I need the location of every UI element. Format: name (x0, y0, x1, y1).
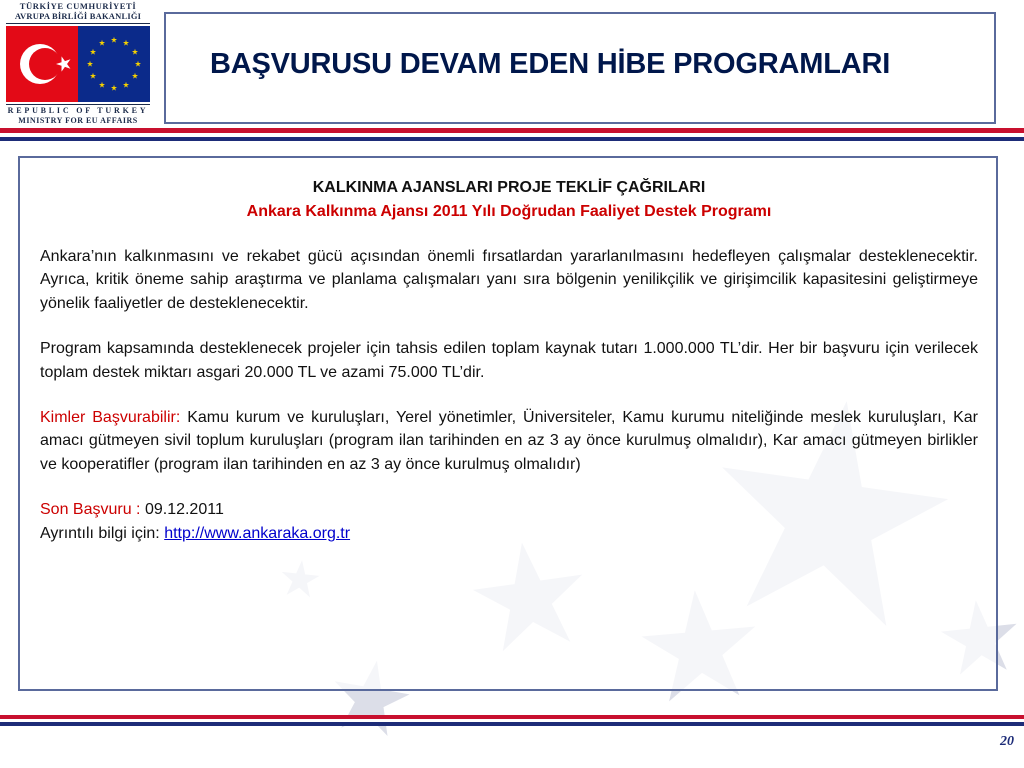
deadline-label: Son Başvuru : (40, 500, 141, 518)
eligibility-text: Kamu kurum ve kuruluşları, Yerel yönetimler, Üniversiteler, Kamu kurumu niteliğinde meslek kuruluşları, Kar amacı gütmeyen sivil toplum kuruluşları (program ilan tarihinden en az 3 ay önce kurulmuş olmalıdır), Kar amacı gütmeyen birlikler ve kooperatifler (program ilan tarihinden en az 3 ay önce kurulmuş olmalıdır) (40, 408, 979, 474)
logo-top-text (6, 1, 150, 21)
title-box (164, 12, 996, 124)
program-subheading: Ankara Kalkınma Ajansı 2011 Yılı Doğrudan Faaliyet Destek Programı (246, 202, 772, 220)
info-label: Ayrıntılı bilgi için: (40, 524, 165, 542)
info-line (40, 522, 978, 546)
deadline-line (40, 498, 978, 522)
logo-top-line1: TÜRKİYE CUMHURİYETİ (19, 1, 137, 11)
logo-bottom-line2: MINISTRY FOR EU AFFAIRS (18, 115, 138, 125)
logo-top-line2: AVRUPA BİRLİĞİ BAKANLIĞI (14, 11, 142, 21)
logo-bottom-text (6, 106, 150, 125)
eligibility-paragraph (40, 406, 978, 477)
eligibility-label: Kimler Başvurabilir: (40, 408, 181, 426)
deadline-value: 09.12.2011 (140, 500, 224, 518)
description-paragraph: Ankara’nın kalkınmasını ve rekabet gücü açısından önemli fırsatlardan yararlanılmasını hedefleyen çalışmalar desteklenecektir. Ayrıca, kritik öneme sahip araştırma ve planlama çalışmaları yanı sıra bölgenin yenilikçilik ve girişimcilik kapasitesini geliştirmeye yönelik faaliyetler de desteklenecektir. (40, 247, 978, 313)
logo-rule-top (6, 23, 150, 24)
logo-rule-bottom (6, 104, 150, 105)
bottom-stripe-blue (0, 722, 1024, 726)
ankaraka-link[interactable]: http://www.ankaraka.org.tr (164, 524, 351, 542)
content-box (18, 156, 998, 691)
ministry-logo (0, 0, 152, 128)
top-stripe-blue (0, 137, 1024, 141)
budget-paragraph: Program kapsamında desteklenecek projeler için tahsis edilen toplam kaynak tutarı 1.000.000 TL’dir. Her bir başvuru için verilecek toplam destek miktarı asgari 20.000 TL ve azami 75.000 TL’dir. (40, 339, 978, 381)
section-heading: KALKINMA AJANSLARI PROJE TEKLİF ÇAĞRILARI (312, 179, 706, 196)
page-number: 20 (1000, 734, 1014, 749)
turkey-eu-flag-icon (6, 26, 150, 102)
logo-bottom-line1: REPUBLIC OF TURKEY (7, 106, 149, 115)
page-title: BAŞVURUSU DEVAM EDEN HİBE PROGRAMLARI (210, 48, 891, 80)
content-body (40, 176, 978, 546)
